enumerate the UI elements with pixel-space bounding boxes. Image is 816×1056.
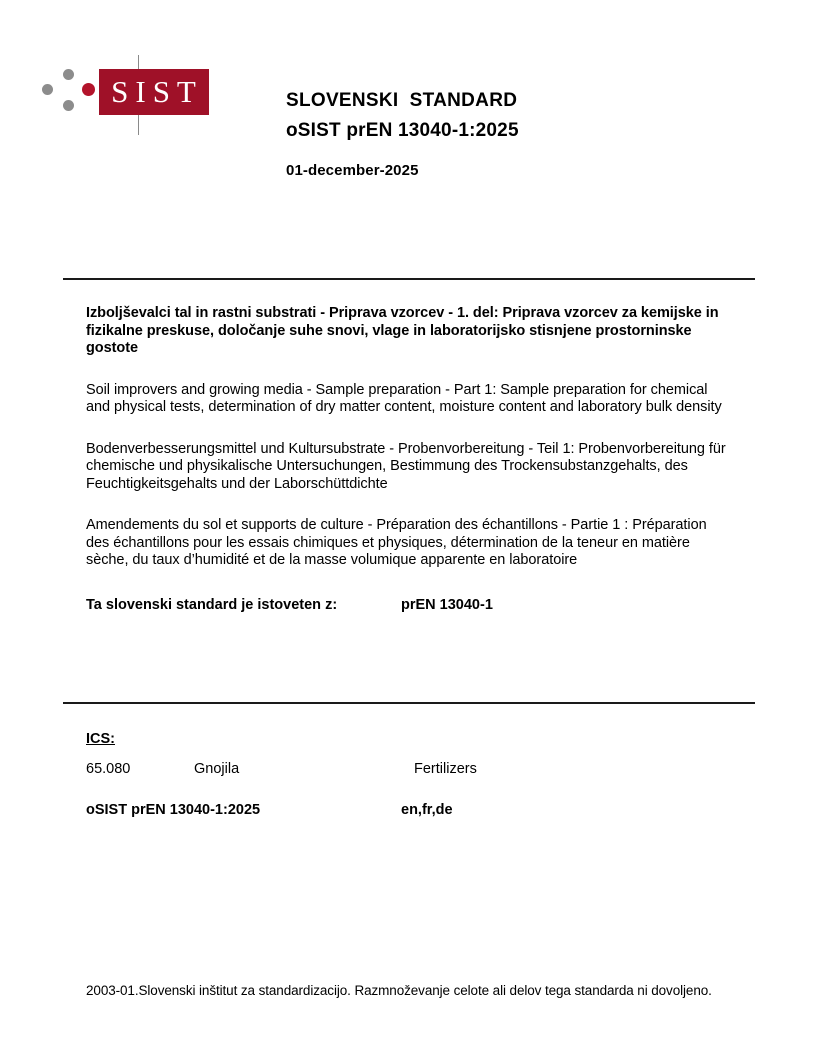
title-german: Bodenverbesserungsmittel und Kultursubstrate - Probenvorbereitung - Teil 1: Probenvorbereitung für chemische und physikalische Untersuchungen, Bestimmung des Trockensubstanzgehalts, des Feuchtigkeitsgehalts und der Laborschüttdichte (86, 440, 726, 492)
sist-logo (42, 55, 212, 135)
title-block (86, 305, 726, 613)
standard-number-heading: oSIST prEN 13040-1:2025 (286, 120, 519, 141)
ics-row (86, 761, 726, 777)
logo-wordmark-box (99, 69, 209, 115)
reference-languages: en,fr,de (401, 802, 453, 818)
logo-dot-top-icon (63, 69, 74, 80)
logo-dot-bottom-icon (63, 100, 74, 111)
logo-dots-cluster-icon (42, 69, 94, 115)
ics-heading: ICS: (86, 731, 115, 747)
ics-term-slovenian: Gnojila (194, 761, 240, 777)
equivalence-label: Ta slovenski standard je istoveten z: (86, 596, 338, 613)
equivalence-row (86, 597, 726, 613)
ics-term-english: Fertilizers (414, 761, 477, 777)
reference-identifier: oSIST prEN 13040-1:2025 (86, 802, 261, 818)
logo-wordmark-text: SIST (111, 74, 203, 109)
copyright-notice: 2003-01.Slovenski inštitut za standardizacijo. Razmnoževanje celote ali delov tega standarda ni dovoljeno. (86, 983, 712, 998)
page-header (0, 0, 816, 210)
divider-top (63, 278, 755, 280)
logo-dot-accent-icon (82, 83, 95, 96)
reference-row (86, 802, 726, 818)
divider-middle (63, 702, 755, 704)
publication-date: 01-december-2025 (286, 162, 419, 179)
header-text-block (286, 88, 766, 179)
ics-block (86, 730, 726, 818)
title-french: Amendements du sol et supports de culture - Préparation des échantillons - Partie 1 : Préparation des échantillons pour les essais chimiques et physiques, détermination de la teneur en matière sèche, du taux d’humidité et de la masse volumique apparente en laboratoire (86, 517, 707, 568)
ics-code: 65.080 (86, 761, 131, 777)
ics-heading-wrapper (86, 730, 726, 748)
title-slovenian: Izboljševalci tal in rastni substrati - Priprava vzorcev - 1. del: Priprava vzorcev za kemijske in fizikalne preskuse, določanje suhe snovi, vlage in laboratorijsko stisnjene prostorninske gostote (86, 305, 719, 356)
logo-dot-left-icon (42, 84, 53, 95)
equivalence-value: prEN 13040-1 (401, 596, 493, 613)
title-english: Soil improvers and growing media - Sample preparation - Part 1: Sample preparation for chemical and physical tests, determination of dry matter content, moisture content and laboratory bulk density (86, 381, 722, 415)
standard-type-heading: SLOVENSKI STANDARD (286, 90, 518, 111)
